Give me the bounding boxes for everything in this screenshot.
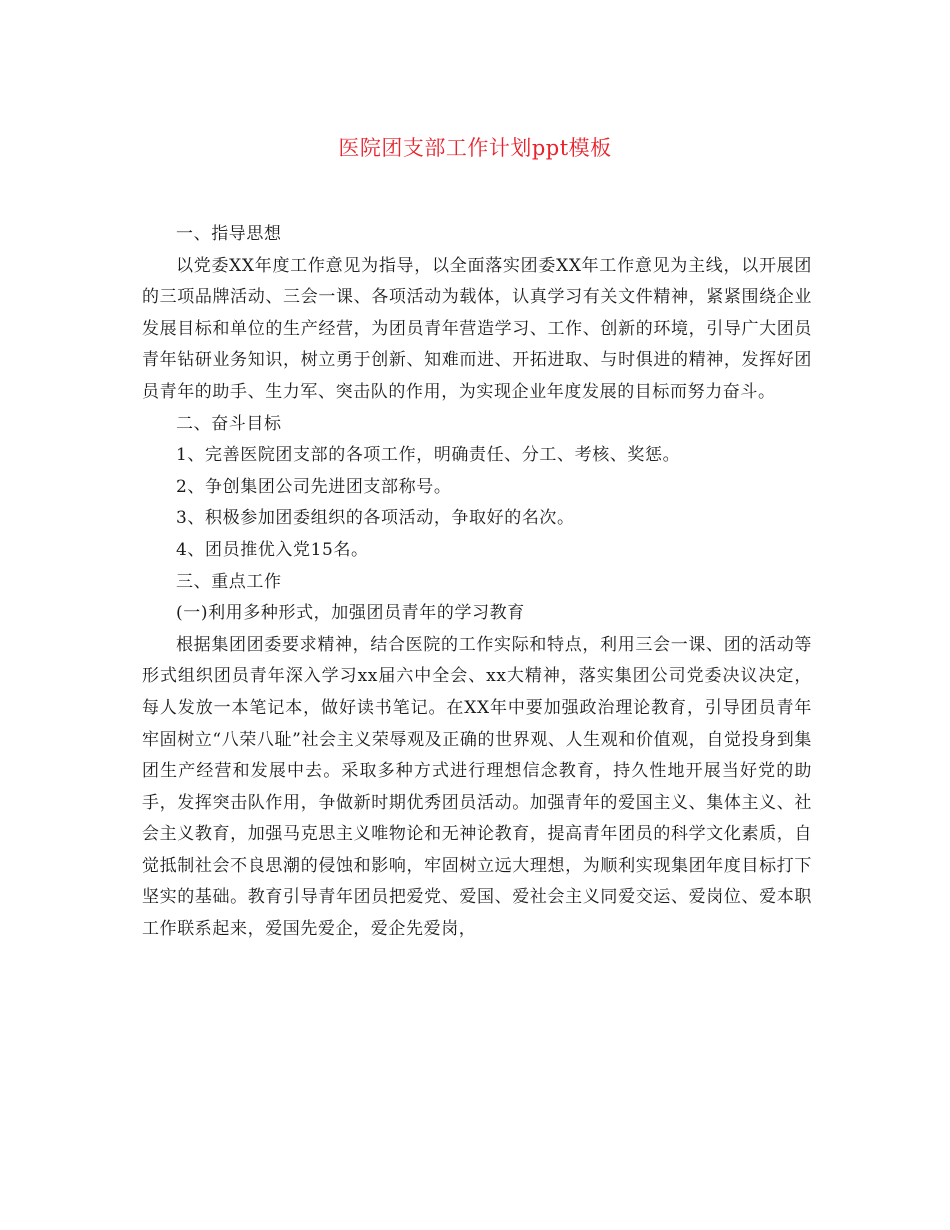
heading-guiding-ideology: 一、指导思想 xyxy=(176,224,282,244)
document-title: 医院团支部工作计划ppt模板 xyxy=(338,136,612,160)
goal-item-3: 3、积极参加团委组织的各项活动，争取好的名次。 xyxy=(176,508,575,529)
paragraph-guiding-ideology: 以党委XX年度工作意见为指导，以全面落实团委XX年工作意见为主线，以开展团的三项品牌活动、三会一课、各项活动为载体，认真学习有关文件精神，紧紧围绕企业发展目标和单位的生产经营，为团员青年营造学习、工作、创新的环境，引导广大团员青年钻研业务知识，树立勇于创新、知难而进、开拓进取、与时俱进的精神，发挥好团员青年的助手、生力军、突击队的作用，为实现企业年度发展的目标而努力奋斗。 xyxy=(142,255,812,402)
heading-key-work: 三、重点工作 xyxy=(176,571,282,592)
paragraph-study-education: 根据集团团委要求精神，结合医院的工作实际和特点，利用三会一课、团的活动等形式组织团员青年深入学习xx届六中全会、xx大精神，落实集团公司党委决议决定，每人发放一本笔记本，做好读书笔记。在XX年中要加强政治理论教育，引导团员青年牢固树立“八荣八耻”社会主义荣辱观及正确的世界观、人生观和价值观，自觉投身到集团生产经营和发展中去。采取多种方式进行理想信念教育，持久性地开展当好党的助手，发挥突击队作用，争做新时期优秀团员活动。加强青年的爱国主义、集体主义、社会主义教育，加强马克思主义唯物论和无神论教育，提高青年团员的科学文化素质，自觉抵制社会不良思潮的侵蚀和影响，牢固树立远大理想，为顺利实现集团年度目标打下坚实的基础。教育引导青年团员把爱党、爱国、爱社会主义同爱交运、爱岗位、爱本职工作联系起来，爱国先爱企，爱企先爱岗， xyxy=(142,634,812,940)
subheading-study-education: (一)利用多种形式，加强团员青年的学习教育 xyxy=(176,603,525,624)
document-body xyxy=(142,219,812,946)
heading-goals: 二、奋斗目标 xyxy=(176,413,282,434)
goal-item-1: 1、完善医院团支部的各项工作，明确责任、分工、考核、奖惩。 xyxy=(176,445,681,466)
goal-item-4: 4、团员推优入党15名。 xyxy=(176,539,369,560)
goal-item-2: 2、争创集团公司先进团支部称号。 xyxy=(176,476,452,497)
